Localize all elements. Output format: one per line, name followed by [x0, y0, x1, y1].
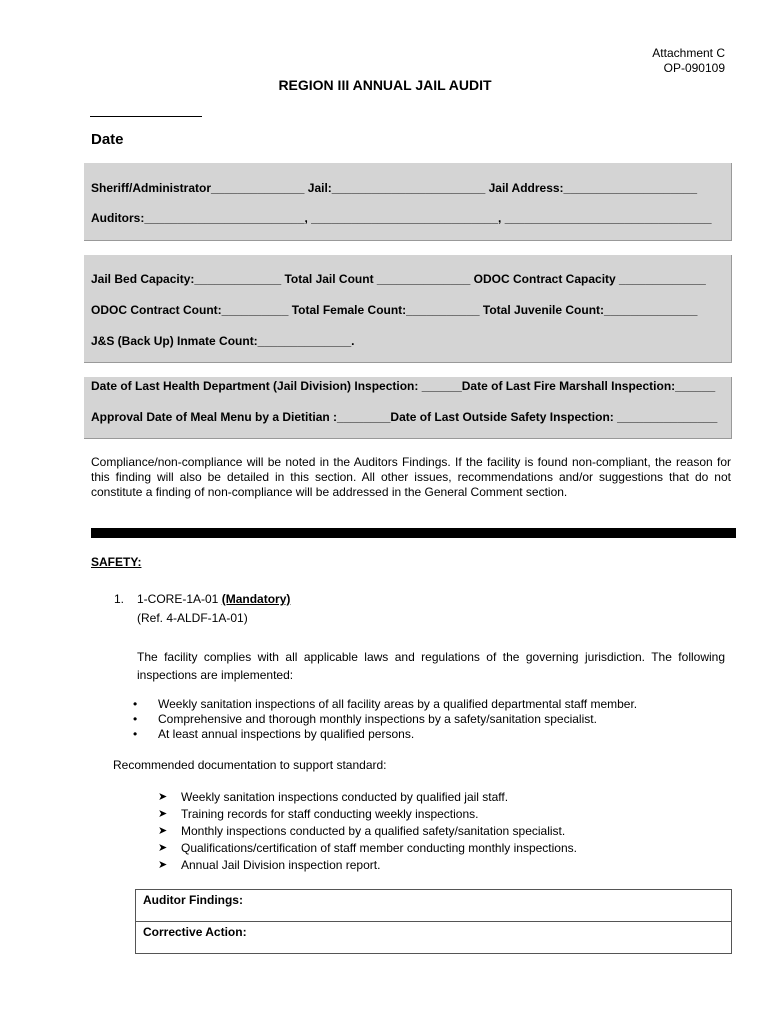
documentation-list — [158, 789, 577, 874]
list-item — [158, 857, 577, 874]
date-label: Date — [91, 131, 124, 148]
item-code — [137, 592, 290, 606]
capacity-count-panel — [84, 255, 732, 363]
arrow-bullet-icon: ➤ — [158, 825, 168, 837]
sheriff-jail-address-row[interactable]: Sheriff/Administrator______________ Jail:_______________________ Jail Address:____________________ — [91, 181, 698, 195]
auditor-findings-field[interactable] — [136, 890, 731, 921]
capacity-row[interactable]: Jail Bed Capacity:_____________ Total Jail Count ______________ ODOC Contract Capacity _____________ — [91, 272, 706, 286]
js-inmate-count-row[interactable]: J&S (Back Up) Inmate Count:______________. — [91, 334, 355, 348]
standard-code: 1-CORE-1A-01 — [137, 592, 222, 606]
health-fire-inspection-row[interactable]: Date of Last Health Department (Jail Division) Inspection: ______Date of Last Fire Marshall Inspection:______ — [91, 379, 716, 393]
list-item — [158, 823, 577, 840]
arrow-bullet-icon: ➤ — [158, 808, 168, 820]
attachment-header — [652, 46, 725, 76]
date-signature-line[interactable] — [90, 116, 202, 117]
item-number: 1. — [114, 592, 125, 606]
doc-text: Annual Jail Division inspection report. — [181, 858, 381, 872]
mandatory-label: (Mandatory) — [221, 592, 291, 606]
list-item — [158, 806, 577, 823]
list-item: • At least annual inspections by qualified persons. — [133, 727, 637, 742]
corrective-action-label: Corrective Action: — [143, 925, 247, 939]
section-divider-bar — [91, 528, 736, 538]
doc-text: Monthly inspections conducted by a qualified safety/sanitation specialist. — [181, 824, 566, 838]
section-title-safety: SAFETY: — [91, 555, 142, 569]
auditor-findings-label: Auditor Findings: — [143, 893, 243, 907]
doc-text: Training records for staff conducting weekly inspections. — [181, 807, 479, 821]
list-item — [158, 840, 577, 857]
facility-info-panel — [84, 163, 732, 241]
list-item — [158, 789, 577, 806]
arrow-bullet-icon: ➤ — [158, 791, 168, 803]
compliance-intro-paragraph: Compliance/non-compliance will be noted in the Auditors Findings. If the facility is found non-compliant, the reason for this finding will also be detailed in this section. All other issues, recommendations and/or suggestions that do not constitute a finding of non-compliance will be addressed in the General Comment section. — [91, 455, 731, 499]
inspection-dates-panel — [84, 377, 732, 439]
arrow-bullet-icon: ➤ — [158, 859, 168, 871]
inspection-bullet-list — [133, 697, 637, 742]
doc-text: Weekly sanitation inspections conducted by qualified jail staff. — [181, 790, 509, 804]
recommended-documentation-label: Recommended documentation to support standard: — [113, 758, 387, 772]
list-item: • Weekly sanitation inspections of all facility areas by a qualified departmental staff member. — [133, 697, 637, 712]
item-reference: (Ref. 4-ALDF-1A-01) — [137, 611, 248, 625]
corrective-action-field[interactable] — [136, 921, 731, 953]
doc-text: Qualifications/certification of staff member conducting monthly inspections. — [181, 841, 577, 855]
document-title: REGION III ANNUAL JAIL AUDIT — [278, 77, 492, 93]
arrow-bullet-icon: ➤ — [158, 842, 168, 854]
op-number: OP-090109 — [663, 61, 725, 75]
attachment-label: Attachment C — [652, 46, 725, 60]
list-item: • Comprehensive and thorough monthly inspections by a safety/sanitation specialist. — [133, 712, 637, 727]
standard-description: The facility complies with all applicable laws and regulations of the governing jurisdiction. The following inspections are implemented: — [137, 650, 725, 682]
meal-safety-inspection-row[interactable]: Approval Date of Meal Menu by a Dietitian :________Date of Last Outside Safety Inspection: _______________ — [91, 410, 718, 424]
contract-count-row[interactable]: ODOC Contract Count:__________ Total Female Count:___________ Total Juvenile Count:______________ — [91, 303, 698, 317]
auditors-row[interactable]: Auditors:________________________, ____________________________, _______________________________ — [91, 211, 712, 225]
findings-table — [135, 889, 732, 954]
